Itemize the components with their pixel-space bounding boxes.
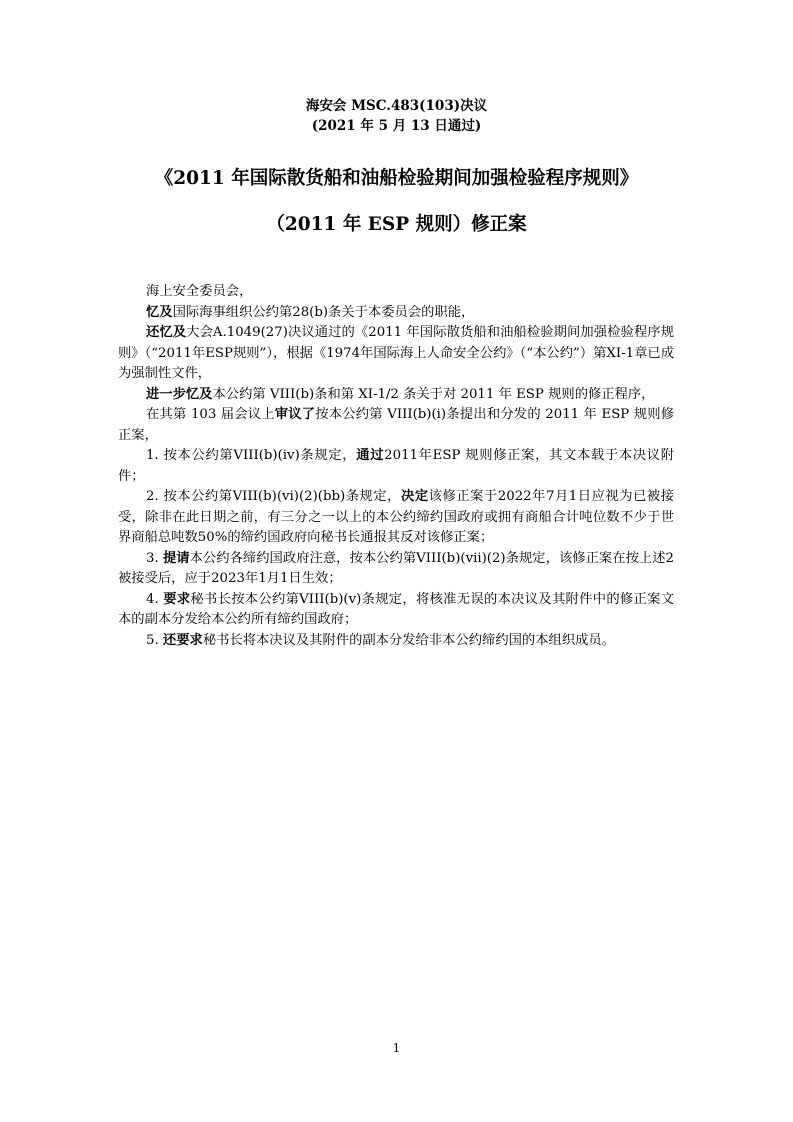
paragraph-number: 1. <box>146 448 164 463</box>
preamble-recalling <box>118 303 674 324</box>
paragraph-number: 3. <box>146 550 163 566</box>
operative-keyword: 忆及 <box>146 304 173 320</box>
operative-keyword: 还要求 <box>162 632 203 648</box>
paragraph-text: 该修正案于2022年7月1日应视为已被接受，除非在此日期之前，有三分之一以上的本公约缔约国政府或拥有商船合计吨位数不少于世界商船总吨数50%的缔约国政府向秘书长通报其反对该修正案； <box>118 489 675 545</box>
resolution-header <box>0 96 793 136</box>
document-title <box>0 166 793 238</box>
paragraph-number: 5. <box>146 632 163 648</box>
operative-keyword: 通过 <box>356 448 385 463</box>
paragraph-prefix: 按本公约第VIII(b)(vi)(2)(bb)条规定， <box>163 489 402 504</box>
title-line-2: （2011 年 ESP 规则）修正案 <box>266 214 527 235</box>
preamble-further-recalling <box>118 385 674 406</box>
paragraph-text: 海上安全委员会， <box>146 284 253 299</box>
paragraph-text: 秘书长按本公约第VIII(b)(v)条规定，将核准无误的本决议及其附件中的修正案文本的副本分发给本公约所有缔约国政府； <box>118 591 675 627</box>
paragraph-text: 本公约各缔约国政府注意，按本公约第VIII(b)(vii)(2)条规定，该修正案在按上述2被接受后，应于2023年1月1日生效； <box>118 550 675 586</box>
adoption-date: (2021 年 5 月 13 日通过) <box>311 118 482 134</box>
operative-keyword: 进一步忆及 <box>146 386 213 402</box>
operative-paragraph-5 <box>118 631 674 652</box>
operative-paragraph-4 <box>118 590 674 631</box>
operative-paragraph-1 <box>118 446 674 487</box>
paragraph-text: 国际海事组织公约第28(b)条关于本委员会的职能， <box>172 304 475 320</box>
preamble-also-recalling <box>118 323 674 385</box>
resolution-number: 海安会 MSC.483(103)决议 <box>305 98 488 114</box>
paragraph-number: 2. <box>146 489 164 504</box>
resolution-body <box>118 282 674 651</box>
operative-keyword: 要求 <box>163 591 191 607</box>
operative-keyword: 审议了 <box>274 407 316 422</box>
operative-keyword: 提请 <box>162 550 190 566</box>
paragraph-prefix: 按本公约第VIII(b)(iv)条规定， <box>163 448 357 463</box>
title-line-1: 《2011 年国际散货船和油船检验期间加强检验程序规则》 <box>154 168 639 189</box>
paragraph-number: 4. <box>146 591 164 607</box>
operative-keyword: 决定 <box>401 489 429 504</box>
paragraph-prefix: 在其第 103 届会议上 <box>146 407 275 422</box>
operative-keyword: 还忆及 <box>146 325 187 340</box>
preamble-having-considered <box>118 405 674 446</box>
paragraph-text: 本公约第 VIII(b)条和第 XI-1/2 条关于对 2011 年 ESP 规则的修正程序， <box>212 386 655 402</box>
paragraph-text: 按本公约第 VIII(b)(i)条提出和分发的 2011 年 ESP 规则修正案， <box>118 407 674 443</box>
page-number: 1 <box>392 1041 401 1055</box>
operative-paragraph-3 <box>118 549 674 590</box>
preamble-addressee <box>118 282 674 303</box>
paragraph-text: 秘书长将本决议及其附件的副本分发给非本公约缔约国的本组织成员。 <box>202 632 616 648</box>
operative-paragraph-2 <box>118 487 674 549</box>
paragraph-text: 2011年ESP 规则修正案，其文本载于本决议附件； <box>118 448 674 484</box>
paragraph-text: 大会A.1049(27)决议通过的《2011 年国际散货船和油船检验期间加强检验程序规则》（“2011年ESP规则”），根据《1974年国际海上人命安全公约》（“本公约”）第XI-1章已成为强制性文件， <box>118 325 675 381</box>
